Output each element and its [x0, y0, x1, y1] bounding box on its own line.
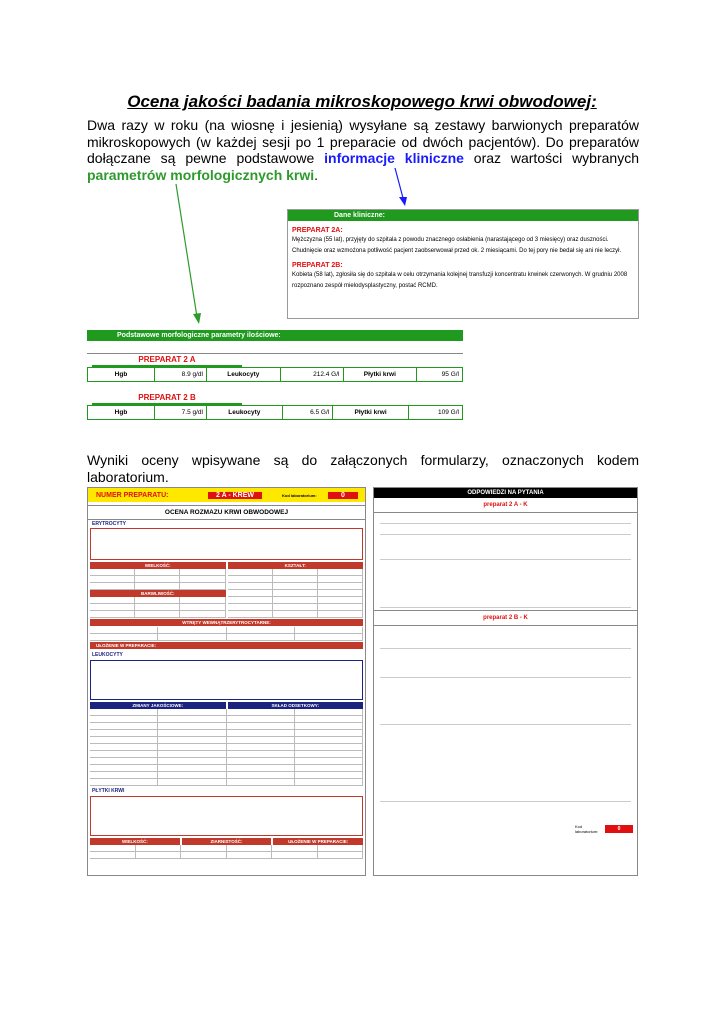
ziarnistosc-header: ZIARNISTOŚĆ: [182, 838, 272, 845]
clinical-data-box [287, 209, 639, 319]
plt-ulozenie-header: UŁOŻENIE W PREPARACIE: [273, 838, 363, 845]
leu-value: 212.4 G/l [280, 368, 343, 382]
leukocyty-section: LEUKOCYTY [92, 652, 123, 658]
hgb-value: 7.5 g/dl [155, 406, 207, 420]
wielkosc-header: WIELKOŚĆ: [90, 562, 226, 569]
morphology-table [87, 330, 463, 420]
form-number-bar [88, 488, 365, 502]
plytki-section: PŁYTKI KRWI [92, 788, 125, 794]
erytrocyty-notes [90, 528, 363, 560]
plt-value: 95 G/l [417, 368, 463, 382]
hgb-label: Hgb [88, 368, 155, 382]
smear-evaluation-form [87, 487, 366, 876]
answers-header: ODPOWIEDZI NA PYTANIA [374, 488, 637, 498]
answers-kod-label: Kod laboratorium: [575, 824, 599, 834]
plt-label: Płytki krwi [333, 406, 409, 420]
hgb-value: 8.9 g/dl [155, 368, 207, 382]
kod-label: Kod laboratorium: [281, 492, 317, 498]
morph-header: Podstawowe morfologiczne parametry ilościowe: [87, 330, 463, 341]
numer-value: 2 A - KREW [208, 492, 262, 499]
prep-2b-title: PREPARAT 2B: [292, 262, 343, 269]
leu-label: Leukocyty [207, 368, 281, 382]
zmiany-header: ZMIANY JAKOŚCIOWE: [90, 702, 226, 709]
prep-b-answers-title: preparat 2 B - K [374, 610, 637, 626]
clinical-header: Dane kliniczne: [288, 210, 638, 221]
ksztalt-header: KSZTAŁT: [228, 562, 364, 569]
leu-value: 6.5 G/l [282, 406, 333, 420]
prep-2b-label: PREPARAT 2 B [92, 392, 242, 405]
clinical-info-highlight: informacje kliniczne [324, 150, 464, 166]
hgb-label: Hgb [88, 406, 155, 420]
leukocyty-notes [90, 660, 363, 700]
results-paragraph: Wyniki oceny wpisywane są do załączonych formularzy, oznaczonych kodem laboratorium. [87, 452, 639, 485]
prep-2a-label: PREPARAT 2 A [92, 354, 242, 367]
wtrety-header: WTRĘTY WEWNĄTRZERYTROCYTARNE: [90, 619, 363, 626]
prep-2a-text2: Chudnięcie oraz wzmożona potliwość pacjent zaobserwował przed ok. 2 miesiącami. Do tej pory nie bedał się ani nie leczył. [292, 248, 622, 254]
erytrocyty-section: ERYTROCYTY [92, 521, 126, 527]
leu-label: Leukocyty [207, 406, 283, 420]
morph-params-highlight: parametrów morfologicznych krwi [87, 166, 315, 183]
sklad-header: SKŁAD ODSETKOWY: [228, 702, 364, 709]
barwliwosc-header: BARWLIWOŚĆ: [90, 590, 226, 597]
ulozenie-header: UŁOŻENIE W PREPARACIE: [90, 642, 363, 649]
plytki-notes [90, 796, 363, 836]
prep-2a-row [88, 368, 463, 382]
intro-paragraph: Dwa razy w roku (na wiosnę i jesienią) wysyłane są zestawy barwionych preparatów mikroskopowych (w każdej sesji po 1 preparacie od dwóch pacjentów). Do preparatów dołączane są pewne podstawowe informacje kliniczne oraz wartości wybranych parametrów morfologicznych krwi. [87, 117, 639, 183]
prep-2a-text1: Mężczyzna (55 lat), przyjęty do szpitala z powodu znacznego osłabienia (narastającego od 3 miesięcy) oraz duszności. [292, 237, 609, 243]
answers-form [373, 487, 638, 876]
plt-label: Płytki krwi [343, 368, 417, 382]
prep-2b-row [88, 406, 463, 420]
prep-2b-text2: rozpoznano zespół mielodysplastyczny, postać RCMD. [292, 283, 438, 289]
form-header: OCENA ROZMAZU KRWI OBWODOWEJ [88, 505, 365, 520]
plt-wielkosc-header: WIELKOŚĆ: [90, 838, 180, 845]
page-title: Ocena jakości badania mikroskopowego krwi obwodowej: [127, 92, 597, 111]
kod-value: 0 [328, 492, 358, 499]
prep-2a-title: PREPARAT 2A: [292, 227, 343, 234]
numer-label: NUMER PREPARATU: [96, 491, 169, 499]
plt-value: 109 G/l [408, 406, 462, 420]
prep-a-answers-title: preparat 2 A - K [374, 498, 637, 513]
prep-2b-text1: Kobieta (58 lat), zgłosiła się do szpitala w celu otrzymania kolejnej transfuzji koncentratu krwinek czerwonych. W grudniu 2008 [292, 272, 628, 278]
answers-kod-value: 0 [605, 825, 633, 833]
